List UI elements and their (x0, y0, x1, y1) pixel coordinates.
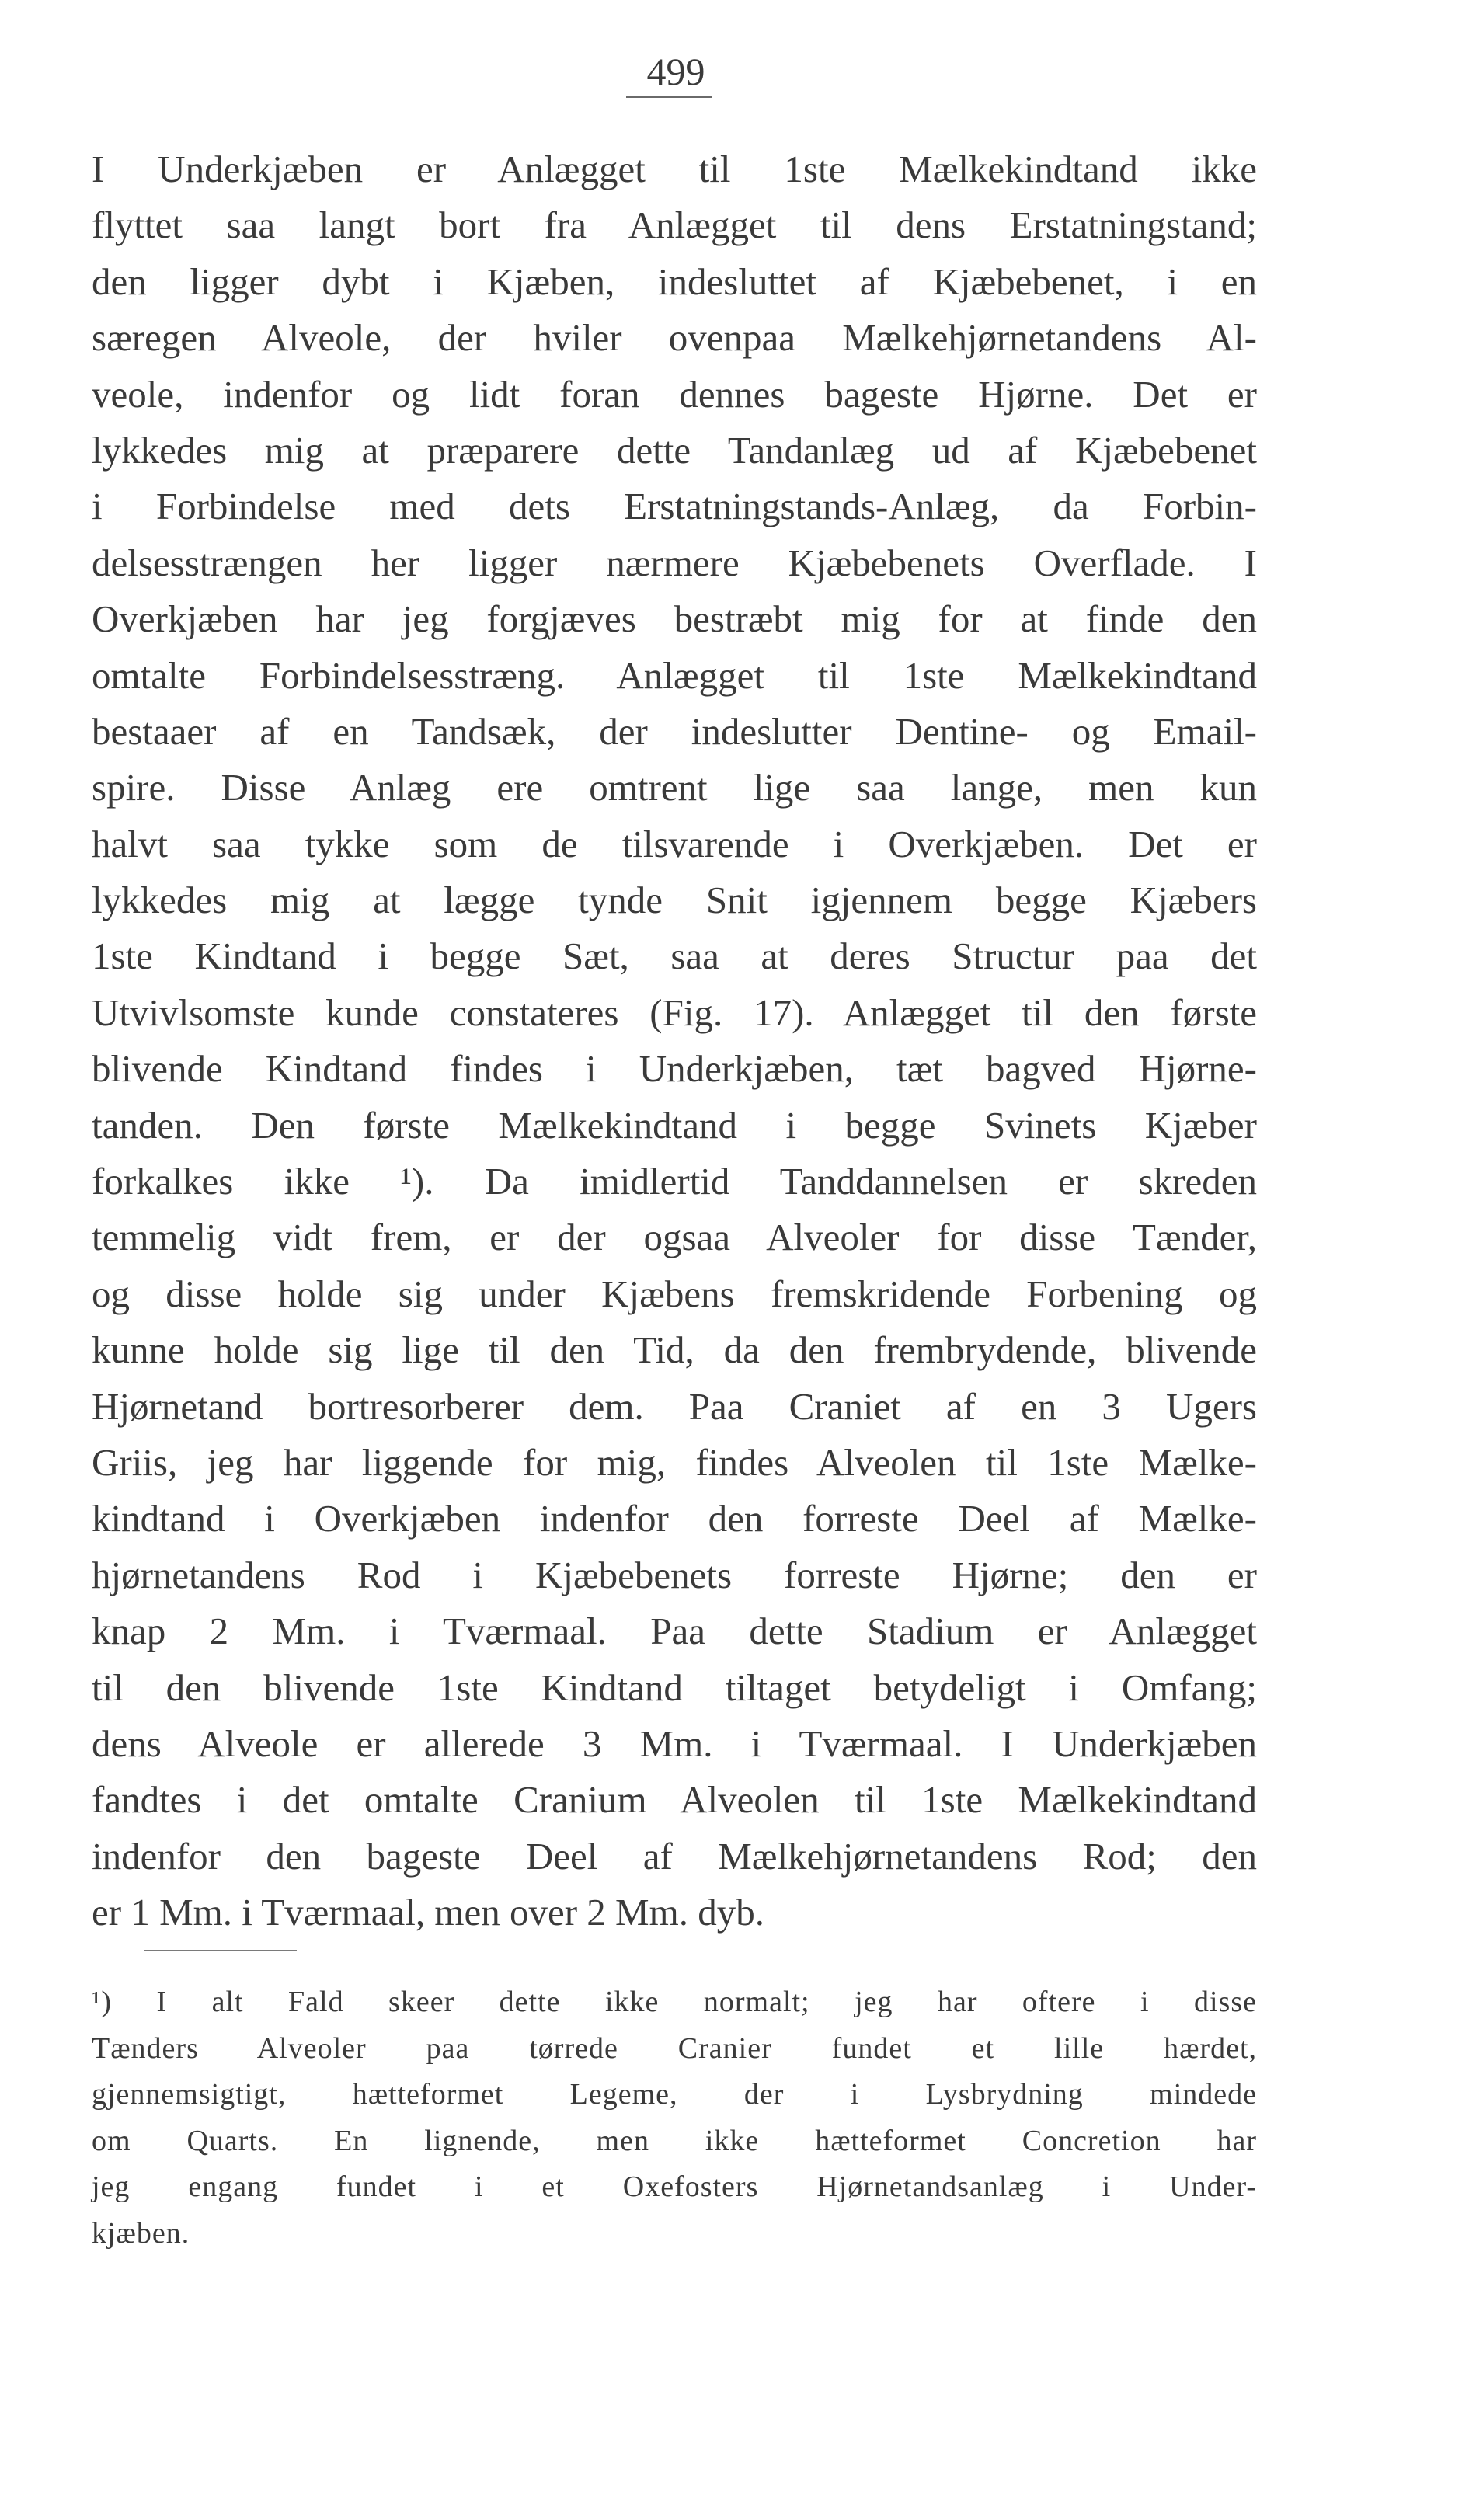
body-line: delsesstrængen her ligger nærmere Kjæbebenets Overflade. I (92, 541, 1257, 584)
body-line: lykkedes mig at præparere dette Tandanlæg ud af Kjæbebenet (92, 428, 1257, 472)
body-line: temmelig vidt frem, er der ogsaa Alveoler for disse Tænder, (92, 1216, 1257, 1259)
body-line: hjørnetandens Rod i Kjæbebenets forreste Hjørne; den er (92, 1553, 1257, 1596)
body-line: kindtand i Overkjæben indenfor den forreste Deel af Mælke- (92, 1497, 1257, 1540)
footnote-line: gjennemsigtigt, hætteformet Legeme, der i Lysbrydning mindede (92, 2078, 1257, 2111)
body-line: kunne holde sig lige til den Tid, da den frembrydende, blivende (92, 1328, 1257, 1372)
body-line: Overkjæben har jeg forgjæves bestræbt mig for at finde den (92, 597, 1257, 641)
body-line: lykkedes mig at lægge tynde Snit igjennem begge Kjæbers (92, 879, 1257, 922)
body-line: dens Alveole er allerede 3 Mm. i Tværmaal. I Underkjæben (92, 1721, 1257, 1765)
footnote-line: jeg engang fundet i et Oxefosters Hjørnetandsanlæg i Under- (92, 2170, 1257, 2204)
footnote-line: ¹) I alt Fald skeer dette ikke normalt; jeg har oftere i disse (92, 1986, 1257, 2018)
footnote-line: kjæben. (92, 2216, 190, 2250)
body-line: Hjørnetand bortresorberer dem. Paa Craniet af en 3 Ugers (92, 1384, 1257, 1428)
body-line: og disse holde sig under Kjæbens fremskridende Forbening og (92, 1272, 1257, 1315)
body-line: er 1 Mm. i Tværmaal, men over 2 Mm. dyb. (92, 1891, 764, 1934)
body-line: fandtes i det omtalte Cranium Alveolen til 1ste Mælkekindtand (92, 1778, 1257, 1822)
body-line: bestaaer af en Tandsæk, der indeslutter Dentine- og Email- (92, 709, 1257, 753)
body-text (92, 141, 1257, 1941)
body-line: flyttet saa langt bort fra Anlægget til dens Erstatningstand; (92, 204, 1257, 247)
body-line: den ligger dybt i Kjæben, indesluttet af Kjæbebenet, i en (92, 259, 1257, 303)
body-line: veole, indenfor og lidt foran dennes bageste Hjørne. Det er (92, 372, 1257, 416)
body-line: 1ste Kindtand i begge Sæt, saa at deres Structur paa det (92, 935, 1257, 978)
footnote (92, 1979, 1257, 2257)
body-line: spire. Disse Anlæg ere omtrent lige saa lange, men kun (92, 766, 1257, 809)
body-line: blivende Kindtand findes i Underkjæben, tæt bagved Hjørne- (92, 1047, 1257, 1091)
body-line: indenfor den bageste Deel af Mælkehjørnetandens Rod; den (92, 1834, 1257, 1878)
body-line: omtalte Forbindelsesstræng. Anlægget til 1ste Mælkekindtand (92, 653, 1257, 697)
footnote-line: om Quarts. En lignende, men ikke hætteformet Concretion har (92, 2124, 1257, 2157)
body-line: til den blivende 1ste Kindtand tiltaget betydeligt i Omfang; (92, 1665, 1257, 1709)
footnote-separator (144, 1950, 297, 1951)
page-number-rule (626, 96, 712, 98)
body-line: tanden. Den første Mælkekindtand i begge Svinets Kjæber (92, 1103, 1257, 1147)
body-line: halvt saa tykke som de tilsvarende i Overkjæben. Det er (92, 822, 1257, 865)
body-line: Griis, jeg har liggende for mig, findes Alveolen til 1ste Mælke- (92, 1440, 1257, 1484)
body-line: forkalkes ikke ¹). Da imidlertid Tanddannelsen er skreden (92, 1160, 1257, 1203)
footnote-line: Tænders Alveoler paa tørrede Cranier fundet et lille hærdet, (92, 2031, 1257, 2065)
body-line: knap 2 Mm. i Tværmaal. Paa dette Stadium er Anlægget (92, 1610, 1257, 1653)
page-number: 499 (646, 50, 705, 93)
body-line: særegen Alveole, der hviler ovenpaa Mælkehjørnetandens Al- (92, 316, 1257, 360)
body-line: Utvivlsomste kunde constateres (Fig. 17). Anlægget til den første (92, 990, 1257, 1034)
body-line: I Underkjæben er Anlægget til 1ste Mælkekindtand ikke (92, 148, 1257, 190)
body-line: i Forbindelse med dets Erstatningstands-Anlæg, da Forbin- (92, 485, 1257, 528)
